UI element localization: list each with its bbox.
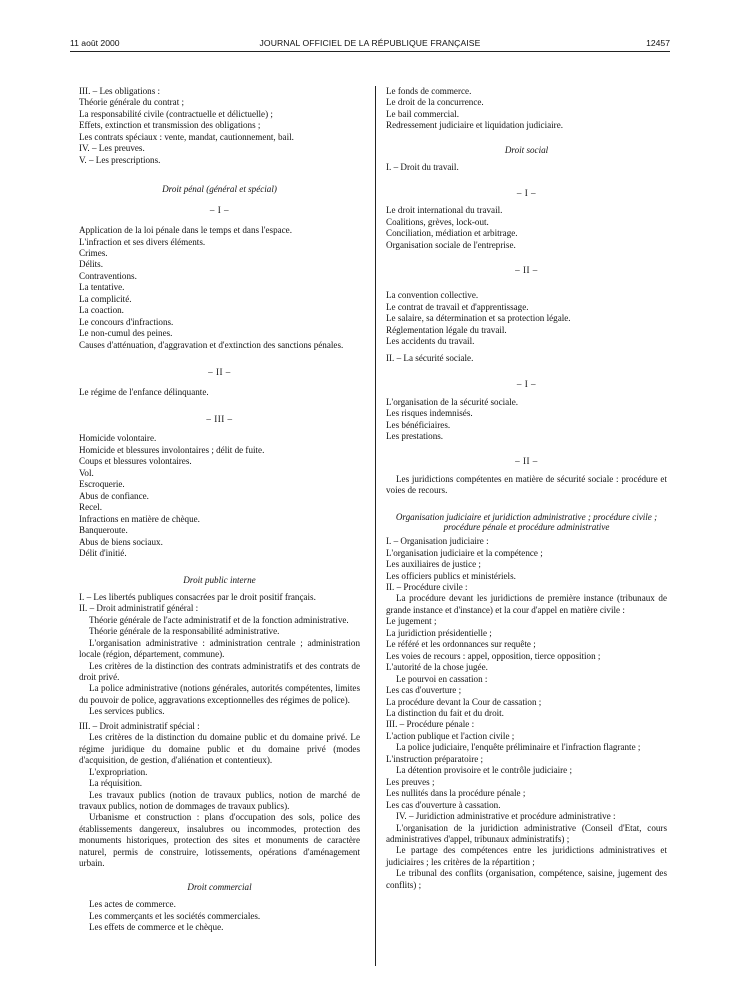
page-header (70, 38, 670, 52)
paragraph: Théorie générale de la responsabilité administrative. (89, 626, 280, 637)
text-line: Les bénéficiaires. (386, 419, 451, 430)
text-line: L'action publique et l'action civile ; (386, 730, 515, 741)
paragraph: La procédure devant les juridictions de première instance (tribunaux de grande instance et d'instance) et la cour d'appel en matière civile : (386, 593, 667, 615)
text-line: Banqueroute. (79, 525, 128, 536)
text-line: IV. – Les preuves. (79, 143, 145, 154)
text-line: Le non-cumul des peines. (79, 328, 173, 339)
paragraph: L'organisation de la juridiction administrative (Conseil d'Etat, cours administratives d'appel, tribunaux administratifs) ; (386, 822, 667, 844)
text-line: Le contrat de travail et d'apprentissage. (386, 301, 529, 312)
text-line: Délits. (79, 259, 103, 270)
text-line: Les cas d'ouverture à cassation. (386, 799, 501, 810)
text-line: Les cas d'ouverture ; (386, 685, 462, 696)
subsection-number: – II – (208, 367, 231, 378)
text-line: La convention collective. (386, 290, 479, 301)
text-line: Le référé et les ordonnances sur requête ; (386, 639, 536, 650)
text-line: II. – La sécurité sociale. (386, 352, 474, 363)
text-line: Délit d'initié. (79, 547, 127, 558)
text-line: La coaction. (79, 305, 124, 316)
text-line: Le bail commercial. (386, 108, 459, 119)
text-line: La distinction du fait et du droit. (386, 707, 504, 718)
text-line: Le droit de la concurrence. (386, 97, 484, 108)
paragraph: Les critères de la distinction des contrats administratifs et des contrats de droit privé. (79, 660, 360, 683)
text-line: Les commerçants et les sociétés commerciales. (89, 910, 261, 921)
text-line: Le pourvoi en cassation : (396, 673, 488, 684)
text-line: Abus de biens sociaux. (79, 536, 163, 547)
text-line: Coalitions, grèves, lock-out. (386, 216, 489, 227)
text-line: L'autorité de la chose jugée. (386, 662, 488, 673)
subsection-number: – II – (515, 264, 538, 275)
paragraph: La réquisition. (89, 778, 143, 789)
text-line: Le salaire, sa détermination et sa protection légale. (386, 313, 571, 324)
text-line: Recel. (79, 502, 102, 513)
text-line: Le régime de l'enfance délinquante. (79, 386, 209, 397)
section-heading-droit-public-interne: Droit public interne (183, 575, 256, 586)
text-line: Redressement judiciaire et liquidation judiciaire. (386, 120, 564, 131)
header-title: JOURNAL OFFICIEL DE LA RÉPUBLIQUE FRANÇAISE (259, 38, 481, 48)
text-line: Le concours d'infractions. (79, 316, 174, 327)
text-line: I. – Les libertés publiques consacrées par le droit positif français. (79, 591, 316, 602)
text-line: Le fonds de commerce. (386, 86, 472, 96)
text-line: Les prestations. (386, 430, 444, 441)
text-line: L'instruction préparatoire ; (386, 753, 484, 764)
text-line: Les auxiliaires de justice ; (386, 559, 481, 570)
text-line: Les preuves ; (386, 776, 435, 787)
paragraph: Le tribunal des conflits (organisation, compétence, saisine, jugement des conflits) ; (386, 868, 667, 890)
text-line: La tentative. (79, 282, 125, 293)
text-line: Les nullités dans la procédure pénale ; (386, 788, 526, 799)
subsection-number: – I – (516, 187, 537, 198)
text-line: La responsabilité civile (contractuelle et délictuelle) ; (79, 108, 273, 119)
text-line: La détention provisoire et le contrôle judiciaire ; (396, 765, 573, 776)
text-line: Application de la loi pénale dans le temps et dans l'espace. (79, 225, 292, 236)
paragraph: Les juridictions compétentes en matière de sécurité sociale : procédure et voies de recours. (386, 473, 667, 496)
left-column (79, 86, 360, 934)
header-date: 11 août 2000 (70, 38, 120, 48)
paragraph: Les critères de la distinction du domaine public et du domaine privé. Le régime juridique du domaine public et du domaine privé (modes d'acquisition, de gestion, d'aliénation et contentieux). (79, 732, 360, 766)
text-line: L'infraction et ses divers éléments. (79, 236, 206, 247)
text-line: Organisation sociale de l'entreprise. (386, 239, 516, 250)
text-line: La complicité. (79, 293, 132, 304)
paragraph: Les services publics. (89, 706, 165, 717)
text-line: Théorie générale du contrat ; (79, 97, 185, 108)
text-line: Escroquerie. (79, 479, 125, 490)
paragraph: La police administrative (notions générales, autorités compétentes, limites du pouvoir de police, aggravations exceptionnelles des régimes de police). (79, 683, 360, 705)
text-line: La procédure devant la Cour de cassation ; (386, 696, 542, 707)
text-line: Homicide volontaire. (79, 433, 157, 444)
section-heading-droit-social: Droit social (504, 144, 549, 155)
text-line: Effets, extinction et transmission des obligations ; (79, 120, 261, 131)
text-line: III. – Procédure pénale : (386, 719, 475, 730)
text-line: II. – Droit administratif général : (79, 603, 199, 614)
text-line: Les accidents du travail. (386, 336, 475, 347)
text-line: Les actes de commerce. (89, 899, 176, 910)
text-line: III. – Droit administratif spécial : (79, 720, 200, 731)
paragraph: L'organisation administrative : administration centrale ; administration locale (région, département, commune). (79, 637, 360, 660)
text-line: Le droit international du travail. (386, 205, 503, 216)
subsection-number: – III – (206, 413, 233, 424)
text-line: III. – Les obligations : (79, 86, 161, 96)
paragraph: La police judiciaire, l'enquête préliminaire et l'infraction flagrante ; (396, 742, 641, 753)
text-line: I. – Organisation judiciaire : (386, 536, 489, 547)
text-line: La juridiction présidentielle ; (386, 627, 492, 638)
text-line: II. – Procédure civile : (386, 582, 468, 592)
text-line: Les voies de recours : appel, opposition, tierce opposition ; (386, 650, 601, 661)
text-line: L'organisation de la sécurité sociale. (386, 396, 519, 407)
text-line: Infractions en matière de chèque. (79, 513, 200, 524)
text-line: L'organisation judiciaire et la compétence ; (386, 547, 543, 558)
subsection-number: – II – (515, 456, 538, 467)
text-line: Crimes. (79, 247, 108, 258)
text-line: Abus de confiance. (79, 490, 149, 501)
text-line: Coups et blessures volontaires. (79, 456, 192, 467)
text-line: IV. – Juridiction administrative et procédure administrative : (396, 811, 616, 822)
paragraph: Les travaux publics (notion de travaux publics, notion de marché de travaux publics, notion de dommages de travaux publics). (79, 789, 360, 812)
text-line: Contraventions. (79, 270, 137, 281)
paragraph: Le partage des compétences entre les juridictions administratives et judiciaires ; les critères de la répartition ; (386, 845, 667, 867)
text-line: Conciliation, médiation et arbitrage. (386, 228, 518, 239)
subsection-number: – I – (209, 204, 230, 215)
text-line: Causes d'atténuation, d'aggravation et d'extinction des sanctions pénales. (79, 339, 344, 350)
section-heading-droit-penal: Droit pénal (général et spécial) (162, 184, 277, 195)
text-line: I. – Droit du travail. (386, 162, 459, 173)
paragraph: L'expropriation. (89, 766, 148, 777)
paragraph: Théorie générale de l'acte administratif et de la fonction administrative. (89, 614, 349, 625)
text-line: Les effets de commerce et le chèque. (89, 922, 224, 933)
subsection-number: – I – (516, 379, 537, 390)
text-line: Homicide et blessures involontaires ; délit de fuite. (79, 444, 265, 455)
text-line: Les risques indemnisés. (386, 408, 473, 419)
header-page-number: 12457 (646, 38, 670, 48)
section-heading-organisation-judiciaire: Organisation judiciaire et juridiction administrative ; procédure civile ; procédure pénale et procédure administrative (395, 511, 658, 532)
text-line: V. – Les prescriptions. (79, 154, 161, 165)
right-column (386, 86, 667, 891)
text-line: Les contrats spéciaux : vente, mandat, cautionnement, bail. (79, 131, 294, 142)
text-line: Les officiers publics et ministériels. (386, 570, 516, 581)
paragraph: Urbanisme et construction : plans d'occupation des sols, police des établissements dangereux, insalubres ou incommodes, protection des monuments historiques, protection des sites et monuments de caractère naturel, permis de construire, lotissements, opérations d'aménagement urbain. (79, 812, 360, 869)
section-heading-droit-commercial: Droit commercial (187, 881, 252, 892)
text-line: Réglementation légale du travail. (386, 324, 507, 335)
text-line: Vol. (79, 467, 94, 478)
text-line: Le jugement ; (386, 616, 437, 627)
